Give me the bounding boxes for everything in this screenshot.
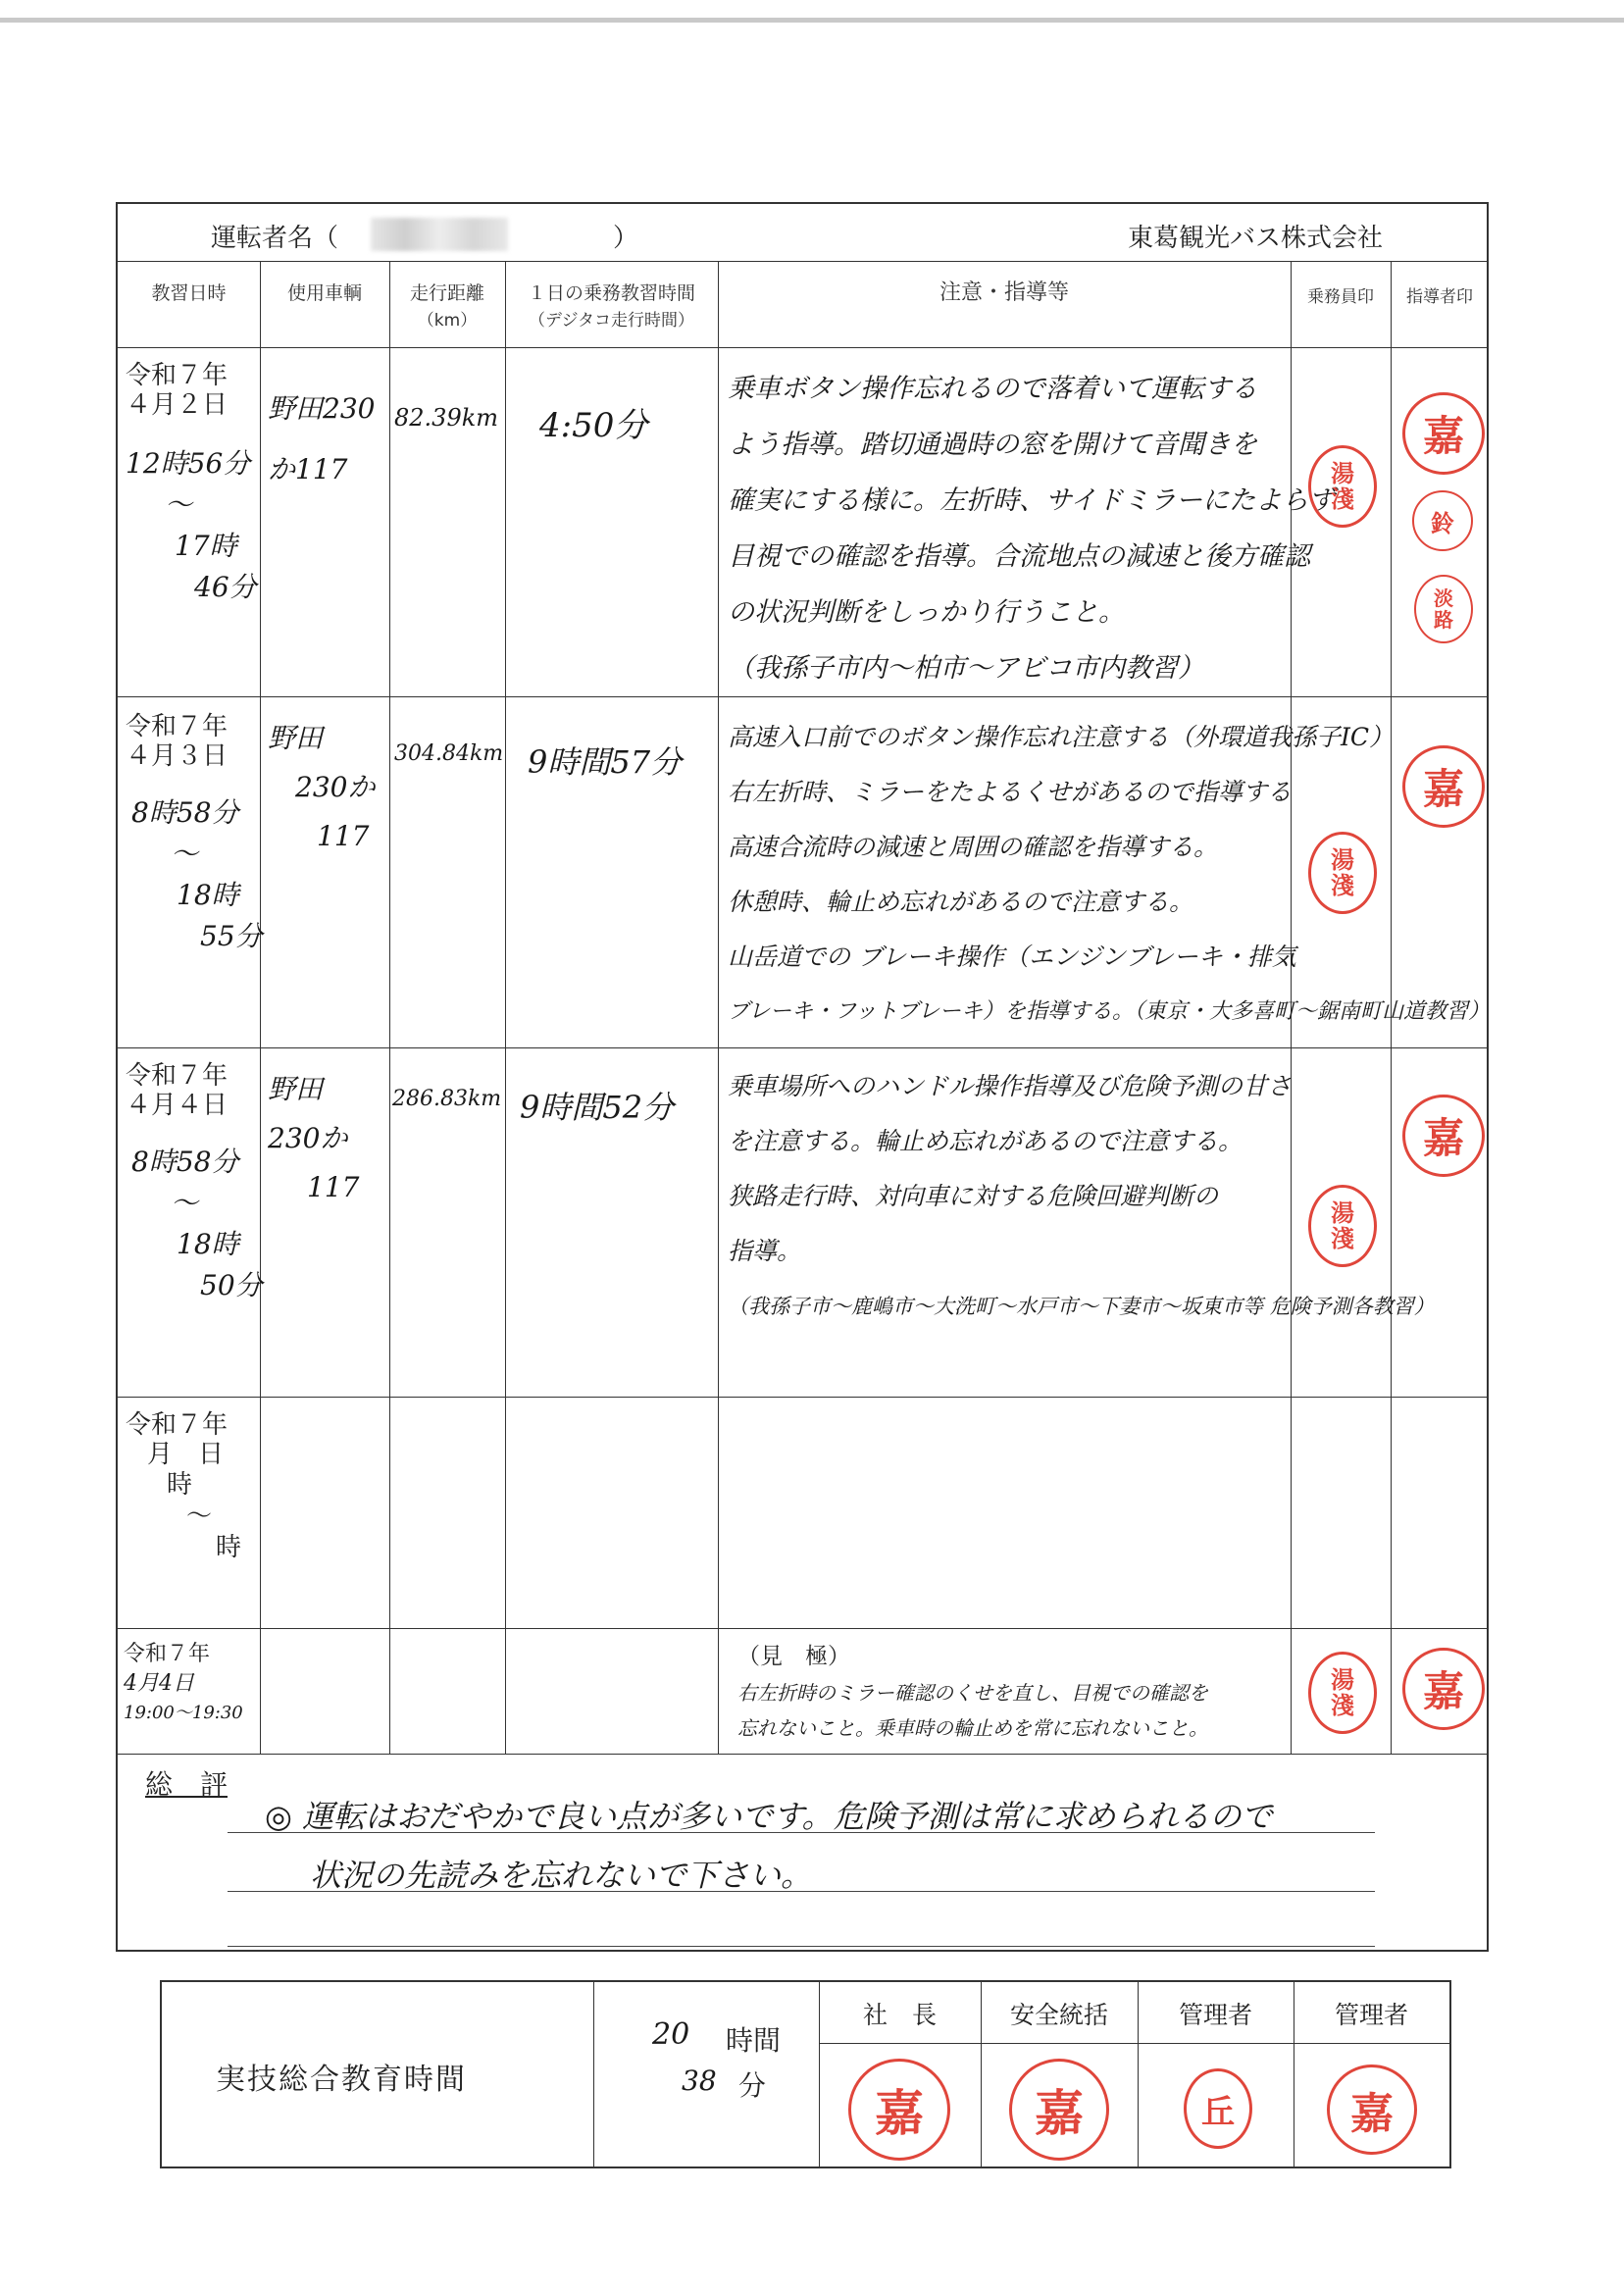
rule-row3 (118, 1397, 1487, 1398)
row1-date: 令和７年 ４月２日 (126, 361, 228, 420)
col-header-distance: 走行距離 (409, 282, 484, 304)
assessment-label: （見 極） (737, 1644, 850, 1669)
col-header-distance-unit: （km） (417, 311, 478, 331)
col-header-notes: 注意・指導等 (939, 280, 1069, 305)
col-header-vehicle: 使用車輌 (286, 282, 362, 304)
row1-vehicle: 野田230 か117 (268, 392, 376, 485)
rule-row2 (118, 1047, 1487, 1048)
rule-row4 (118, 1628, 1487, 1629)
education-time-summary (160, 1980, 1451, 2168)
row2-notes: 高速入口前でのボタン操作忘れ注意する（外環道我孫子IC） 右左折時、ミラーをたよるくせがあるので指導する 高速合流時の減速と周囲の確認を指導する。 休憩時、輪止め忘れがあるので注意する。 山岳道での ブレーキ操作（エンジンブレーキ・排気 ブレーキ・フットブレーキ）を指導する。（東京・大多喜町〜鋸南町山道教習） (728, 723, 1491, 1024)
general-review-text: ◎ 運転はおだやかで良い点が多いです。危険予測は常に求められるので 状況の先読みを忘れないで下さい。 (265, 1798, 1273, 1894)
assessment-date: 令和７年 4月4日 19:00〜19:30 (124, 1642, 243, 1723)
approval-manager-1: 管理者 (1178, 2001, 1252, 2029)
summary-minutes-unit: 分 (738, 2069, 767, 2102)
general-review-label: 総 評 (145, 1768, 228, 1801)
col-rule-3 (505, 261, 506, 1754)
crew-stamp-row1: 湯 淺 (1308, 445, 1377, 528)
row1-duration: 4:50分 (539, 406, 648, 445)
row1-distance: 82.39km (394, 404, 499, 432)
crew-stamp-assessment: 湯 淺 (1308, 1652, 1377, 1734)
rule-row1 (118, 696, 1487, 697)
approval-stamp-safety: 嘉 (1009, 2059, 1109, 2161)
col-header-time-sub: （デジタコ走行時間） (529, 311, 694, 331)
summary-hours-unit: 時間 (726, 2024, 782, 2057)
summary-minutes-value: 38 (682, 2065, 717, 2097)
approval-president: 社 長 (862, 2001, 937, 2029)
approval-safety: 安全統括 (1009, 2001, 1108, 2029)
approval-manager-2: 管理者 (1334, 2001, 1408, 2029)
col-header-time: １日の乗務教習時間 (527, 282, 695, 304)
row3-duration: 9時間52分 (520, 1089, 675, 1126)
col-rule-1 (260, 261, 261, 1754)
col-rule-4 (718, 261, 719, 1754)
approval-stamp-president: 嘉 (848, 2059, 950, 2161)
rule-header (118, 261, 1487, 262)
crew-stamp-row2: 湯 淺 (1308, 832, 1377, 914)
scan-edge-shadow (0, 18, 1624, 23)
row3-date: 令和７年 ４月４日 (126, 1061, 228, 1120)
row3-time: 8時58分 〜 18時 50分 (131, 1146, 263, 1301)
instructor-stamp-row2: 嘉 (1402, 745, 1485, 828)
instructor-stamp-assessment: 嘉 (1402, 1648, 1485, 1730)
rule-columns (118, 347, 1487, 348)
crew-stamp-row3: 湯 淺 (1308, 1185, 1377, 1267)
approval-stamp-manager-2: 嘉 (1327, 2065, 1417, 2155)
row2-duration: 9時間57分 (528, 743, 683, 781)
row2-date: 令和７年 ４月３日 (126, 712, 228, 771)
row3-notes: 乗車場所へのハンドル操作指導及び危険予測の甘さ を注意する。輪止め忘れがあるので注意する。 狭路走行時、対向車に対する危険回避判断の 指導。 （我孫子市〜鹿嶋市〜大洗町〜水戸市〜下妻市〜坂東市等 危険予測各教習） (728, 1072, 1435, 1318)
instructor-stamp-row1-third: 淡 路 (1414, 575, 1473, 643)
instructor-stamp-row1: 嘉 (1402, 392, 1485, 475)
rule-assessment (118, 1754, 1487, 1755)
row4-time: 時 〜 時 (167, 1470, 242, 1562)
driver-name-label: 運転者名（ (211, 224, 339, 253)
driver-name-redacted (371, 218, 508, 251)
assessment-notes: 右左折時のミラー確認のくせを直し、目視での確認を 忘れないこと。乗車時の輪止めを常に忘れないこと。 (737, 1681, 1208, 1740)
row3-distance: 286.83km (392, 1087, 502, 1111)
instructor-stamp-row1-second: 鈴 (1412, 490, 1473, 551)
row1-time: 12時56分 〜 17時 46分 (126, 447, 257, 603)
review-line-3 (228, 1946, 1375, 1947)
row2-vehicle: 野田 230か 117 (268, 722, 376, 852)
row2-distance: 304.84km (394, 741, 504, 766)
summary-header-rule (819, 2043, 1449, 2044)
row2-time: 8時58分 〜 18時 55分 (131, 796, 263, 952)
summary-rule-1 (593, 1982, 594, 2167)
col-header-instructor-stamp: 指導者印 (1406, 287, 1473, 307)
row1-notes: 乗車ボタン操作忘れるので落着いて運転する よう指導。踏切通過時の窓を開けて音聞きを 確実にする様に。左折時、サイドミラーにたよらず 目視での確認を指導。合流地点の減速と後方確認 の状況判断をしっかり行うこと。 （我孫子市内〜柏市〜アビコ市内教習） (728, 374, 1336, 684)
training-record-form (116, 202, 1489, 1952)
company-name: 東葛観光バス株式会社 (1128, 224, 1384, 253)
approval-stamp-manager-1: 丘 (1184, 2068, 1252, 2149)
summary-hours-value: 20 (652, 2017, 690, 2052)
instructor-stamp-row3: 嘉 (1402, 1095, 1485, 1177)
driver-name-close: ） (613, 224, 639, 253)
col-header-crew-stamp: 乗務員印 (1307, 287, 1374, 307)
col-rule-2 (389, 261, 390, 1754)
col-header-date: 教習日時 (151, 282, 227, 304)
summary-label: 実技総合教育時間 (216, 2063, 467, 2097)
row4-date: 令和７年 月 日 (126, 1410, 228, 1469)
row3-vehicle: 野田 230か 117 (268, 1073, 360, 1203)
